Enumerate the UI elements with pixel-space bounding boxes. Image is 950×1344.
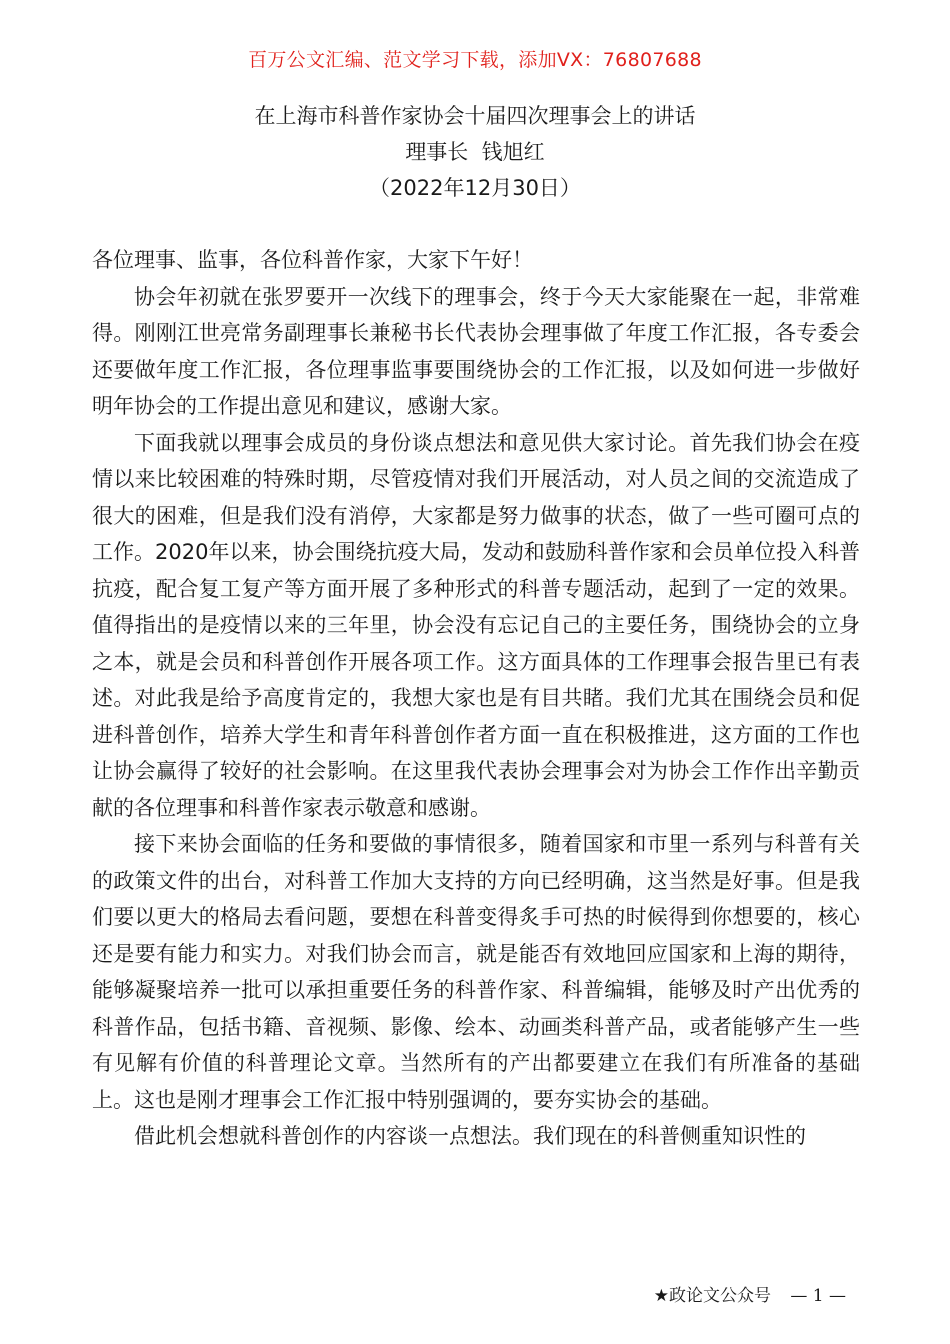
speaker-line: 理事长 钱旭红 <box>405 140 545 164</box>
paragraph-2: 下面我就以理事会成员的身份谈点想法和意见供大家讨论。首先我们协会在疫情以来比较困难的特殊时期，尽管疫情对我们开展活动，对人员之间的交流造成了很大的困难，但是我们没有消停，大家都是努力做事的状态，做了一些可圈可点的工作。2020年以来，协会围绕抗疫大局，发动和鼓励科普作家和会员单位投入科普抗疫，配合复工复产等方面开展了多种形式的科普专题活动，起到了一定的效果。值得指出的是疫情以来的三年里，协会没有忘记自己的主要任务，围绕协会的立身之本，就是会员和科普创作开展各项工作。这方面具体的工作理事会报告里已有表述。对此我是给予高度肯定的，我想大家也是有目共睹。我们尤其在围绕会员和促进科普创作，培养大学生和青年科普创作者方面一直在积极推进，这方面的工作也让协会赢得了较好的社会影响。在这里我代表协会理事会对为协会工作作出辛勤贡献的各位理事和科普作家表示敬意和感谢。 <box>92 430 860 820</box>
paragraph-1: 协会年初就在张罗要开一次线下的理事会，终于今天大家能聚在一起，非常难得。刚刚江世亮常务副理事长兼秘书长代表协会理事做了年度工作汇报，各专委会还要做年度工作汇报，各位理事监事要围绕协会的工作汇报，以及如何进一步做好明年协会的工作提出意见和建议，感谢大家。 <box>92 284 860 418</box>
page-footer <box>654 1284 846 1308</box>
paragraph-3: 接下来协会面临的任务和要做的事情很多，随着国家和市里一系列与科普有关的政策文件的出台，对科普工作加大支持的方向已经明确，这当然是好事。但是我们要以更大的格局去看问题，要想在科普变得炙手可热的时候得到你想要的，核心还是要有能力和实力。对我们协会而言，就是能否有效地回应国家和上海的期待，能够凝聚培养一批可以承担重要任务的科普作家、科普编辑，能够及时产出优秀的科普作品，包括书籍、音视频、影像、绘本、动画类科普产品，或者能够产生一些有见解有价值的科普理论文章。当然所有的产出都要建立在我们有所准备的基础上。这也是刚才理事会工作汇报中特别强调的，要夯实协会的基础。 <box>92 832 860 1112</box>
paragraph-4: 借此机会想就科普创作的内容谈一点想法。我们现在的科普侧重知识性的 <box>134 1124 806 1148</box>
speech-title: 在上海市科普作家协会十届四次理事会上的讲话 <box>254 104 696 128</box>
speech-body <box>92 242 860 1155</box>
page-number: — 1 — <box>790 1286 846 1306</box>
footer-source: ★政论文公众号 <box>653 1286 771 1306</box>
title-block <box>0 98 950 206</box>
promo-banner: 百万公文汇编、范文学习下载，添加VX：76807688 <box>248 49 702 71</box>
speech-date: （2022年12月30日） <box>369 176 581 200</box>
greeting: 各位理事、监事，各位科普作家，大家下午好！ <box>92 248 533 272</box>
